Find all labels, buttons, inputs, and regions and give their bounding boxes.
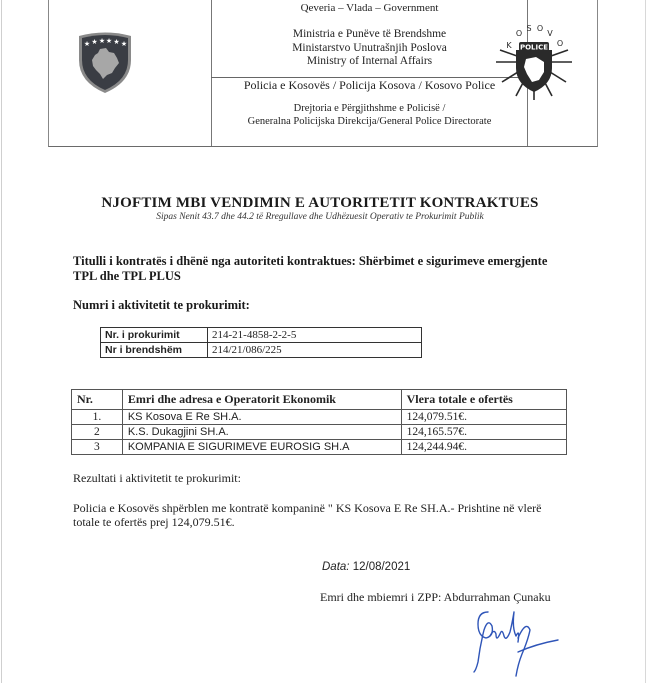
- bidder-value: 124,165.57€.: [401, 425, 566, 440]
- contract-title-line-1: Titulli i kontratës i dhënë nga autoriteti kontraktues: Shërbimet e sigurimeve emergjente: [73, 254, 548, 268]
- table-row: [72, 410, 567, 425]
- bidder-nr: 1.: [72, 410, 123, 425]
- bidder-name: KS Kosova E Re SH.A.: [122, 410, 401, 425]
- column-header-nr: Nr.: [72, 390, 123, 410]
- badge-letter-o3: O: [556, 39, 564, 48]
- result-text-line-2: totale te ofertës prej 124,079.51€.: [73, 515, 235, 529]
- bidders-table: [71, 389, 567, 455]
- kosovo-coat-of-arms-icon: [76, 30, 134, 94]
- bidder-nr: 3: [72, 440, 123, 455]
- result-label: Rezultati i aktivitetit te prokurimit:: [73, 471, 241, 485]
- column-header-value: Vlera totale e ofertës: [401, 390, 566, 410]
- bidder-name: KOMPANIA E SIGURIMEVE EUROSIG SH.A: [122, 440, 401, 455]
- table-row: [72, 425, 567, 440]
- police-line: Policia e Kosovës / Policija Kosova / Kosovo Police: [243, 78, 496, 92]
- bidder-name: K.S. Dukagjini SH.A.: [122, 425, 401, 440]
- page-edge-left: [1, 0, 2, 683]
- svg-text:★: ★: [105, 37, 113, 45]
- directorate-lines: [212, 102, 527, 128]
- svg-text:★: ★: [120, 40, 128, 48]
- police-badge-label: POLICE: [519, 43, 549, 52]
- procurement-number-label: Numri i aktivitetit te prokurimit:: [73, 298, 250, 312]
- svg-text:★: ★: [83, 40, 91, 48]
- table-row: [101, 343, 422, 358]
- bidder-value: 124,079.51€.: [401, 410, 566, 425]
- date-label: Data:: [322, 561, 350, 573]
- ministry-lines: [212, 28, 527, 69]
- badge-letter-o1: O: [515, 29, 523, 38]
- procurement-number-value: 214-21-4858-2-2-5: [208, 328, 422, 343]
- table-header-row: [72, 390, 567, 410]
- badge-letter-k: K: [506, 41, 512, 50]
- directorate-serbian-english: Generalna Policijska Direkcija/General Police Directorate: [247, 116, 492, 127]
- signatory-name: Emri dhe mbiemri i ZPP: Abdurrahman Çunaku: [320, 590, 551, 604]
- government-line: Qeveria – Vlada – Government: [300, 2, 439, 14]
- svg-text:★: ★: [113, 38, 120, 46]
- table-row: [101, 328, 422, 343]
- bidder-value: 124,244.94€.: [401, 440, 566, 455]
- ministry-albanian: Ministria e Punëve të Brendshme: [292, 28, 447, 40]
- internal-number-value: 214/21/086/225: [208, 343, 422, 358]
- column-header-operator: Emri dhe adresa e Operatorit Ekonomik: [122, 390, 401, 410]
- badge-letter-s: S: [526, 24, 532, 33]
- table-row: [72, 440, 567, 455]
- document-title: NJOFTIM MBI VENDIMIN E AUTORITETIT KONTRAKTUES: [101, 195, 539, 211]
- page-edge-right: [645, 0, 646, 683]
- date-line: [322, 561, 410, 573]
- document-subtitle: Sipas Nenit 43.7 dhe 44.2 të Rregullave dhe Udhëzuesit Operativ te Prokurimit Publik: [156, 212, 484, 222]
- date-value: 12/08/2021: [352, 561, 411, 573]
- internal-number-label-cell: Nr i brendshëm: [101, 343, 208, 358]
- svg-text:★: ★: [98, 37, 106, 45]
- badge-letter-v: V: [547, 29, 553, 38]
- procurement-number-table: [100, 327, 422, 358]
- ministry-english: Ministry of Internal Affairs: [306, 55, 433, 67]
- bidder-nr: 2: [72, 425, 123, 440]
- directorate-albanian: Drejtoria e Përgjithshme e Policisë /: [293, 103, 446, 114]
- kosovo-police-badge-icon: [494, 22, 574, 100]
- signature-icon: [466, 606, 566, 678]
- ministry-serbian: Ministarstvo Unutrašnjih Poslova: [292, 41, 447, 54]
- result-text-line-1: Policia e Kosovës shpërblen me kontratë kompaninë " KS Kosova E Re SH.A.- Prishtine në vlerë: [73, 501, 542, 515]
- procurement-number-label-cell: Nr. i prokurimit: [101, 328, 208, 343]
- svg-text:★: ★: [91, 38, 98, 46]
- contract-title-line-2: TPL dhe TPL PLUS: [73, 269, 181, 283]
- badge-letter-o2: O: [536, 24, 544, 33]
